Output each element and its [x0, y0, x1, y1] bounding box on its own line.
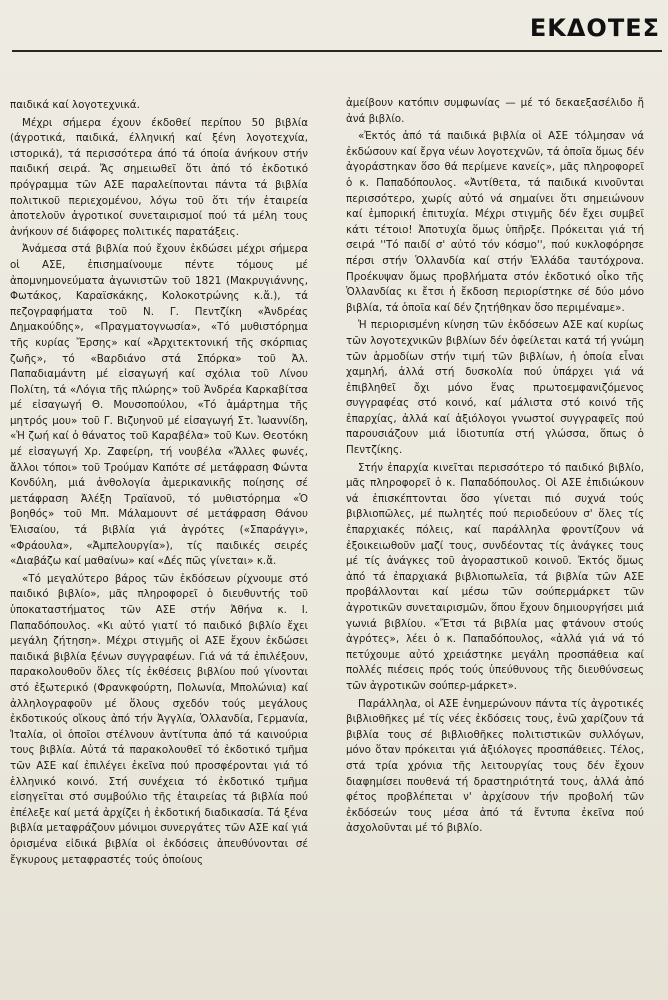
- paragraph: Ἀνάμεσα στά βιβλία πού ἔχουν ἐκδώσει μέχρι σήμερα οἱ ΑΣΕ, ἐπισημαίνουμε πέντε τόμους μέ ἀπομνημονεύματα ἀγωνιστῶν τοῦ 1821 (Μακρυγιάννης, Φωτάκος, Καραϊσκάκης, Κολοκοτρώνης κ.ἄ.), τά πεζογραφήματα τοῦ Ν. Γ. Πεντζίκη «Ἀνδρέας Δημακούδης», «Πραγματογνωσία», «Τό μυθιστόρημα τῆς κυρίας Ἔρσης» καί «Ἀρχιτεκτονική τῆς σκόρπιας ζωῆς», τό «Βαρδιάνο στά Σπόρκα» τοῦ Ἀλ. Παπαδιαμάντη μέ εἰσαγωγή καί σχόλια τοῦ Λίνου Πολίτη, τά «Λόγια τῆς πλώρης» τοῦ Ἀνδρέα Καρκαβίτσα μέ εἰσαγωγή Θ. Μουσοπούλου, «Τό ἁμάρτημα τῆς μητρός μου» τοῦ Γ. Βιζυηνοῦ μέ εἰσαγωγή Στ. Ἰωαννίδη, «Ἡ ζωή καί ὁ θάνατος τοῦ Καραβέλα» τοῦ Κων. Θεοτόκη μέ εἰσαγωγή Χρ. Ζαφείρη, τή νουβέλα «Ἄλλες φωνές, ἄλλοι τόποι» τοῦ Τρούμαν Καπότε σέ μετάφραση Φώντα Κονδύλη, μιά ἀνθολογία ἀμερικανικῆς ποίησης σέ μετάφραση Ἀλέξη Τραϊανοῦ, τό μυθιστόρημα «Ὁ βοηθός» τοῦ Μπ. Μάλαμουντ σέ μετάφραση Θάνου Ἐλισαίου, τά βιβλία γιά ἀγρότες («Σπαράγγι», «Φράουλα», «Ἀμπελουργία»), τίς παιδικές σειρές «Διαβάζω καί μαθαίνω» καί «Δές πῶς γίνεται» κ.ἄ.: [10, 243, 308, 568]
- paragraph: παιδικά καί λογοτεχνικά.: [10, 99, 140, 111]
- paragraph: Στήν ἐπαρχία κινεῖται περισσότερο τό παιδικό βιβλίο, μᾶς πληροφορεῖ ὁ κ. Παπαδόπουλος. Οἱ ΑΣΕ ἐπιδιώκουν νά ἐπισκέπτονται ὅσο γίνεται πιό συχνά τούς βιβλιοπῶλες, μέ πωλητές πού περιοδεύουν σ' ὅλες τίς ἐπαρχιακές πόλεις, καί παράλληλα φροντίζουν νά ἐξοικειωθοῦν μαζί τους, συνδέοντας τίς ἀνάγκες τους μέ τίς ἀνάγκες τοῦ ἀγοραστικοῦ κοινοῦ. Ἐκτός ὅμως ἀπό τά ἐπαρχιακά βιβλιοπωλεῖα, τά βιβλία τῶν ΑΣΕ προβάλλονται καί μέσω τῶν σούπερμάρκετ τῶν ἀγροτικῶν συνεταιρισμῶν, ὅπου ἔχουν δημιουργήσει μιά γωνιά βιβλίου. «Ἔτσι τά βιβλία μας φτάνουν στούς ἀγρότες», λέει ὁ κ. Παπαδόπουλος, «ἀλλά γιά νά τό πετύχουμε αὐτό χρειάστηκε μεγάλη προσπάθεια καί πολλές πιέσεις πρός τούς ὑπεύθυνους τῆς διευθύνσεως τῶν ἀγροτικῶν σούπερ-μάρκετ».: [346, 461, 644, 692]
- section-heading: ΕΚΔΟΤΕΣ: [529, 14, 660, 42]
- header-divider: [12, 50, 662, 52]
- article-column-left: [10, 98, 308, 870]
- paragraph: Ἡ περιορισμένη κίνηση τῶν ἐκδόσεων ΑΣΕ καί κυρίως τῶν λογοτεχνικῶν βιβλίων δέν ὀφείλεται κατά τή γνώμη τῶν ἁρμοδίων στήν τιμή τῶν βιβλίων, ἡ ὁποία εἶναι χαμηλή, ἀλλά στή δυσκολία πού ὑπάρχει γιά νά ἐπιβληθεῖ ὄχι μόνο ἕνας πρωτοεμφανιζόμενος συγγραφέας στό κοινό, καί μάλιστα στό κοινό τῆς ἐπαρχίας, ἀλλά καί ἀξιόλογοι γνωστοί συγγραφεῖς πού παρουσιάζουν μιά ἰδιοτυπία στή γλώσσα, ὅπως ὁ Πεντζίκης.: [346, 319, 644, 457]
- paragraph: Μέχρι σήμερα έχουν έκδοθεί περίπου 50 βιβλία (άγροτικά, παιδικά, έλληνική καί ξένη λογοτεχνία, ιστορικά), τά περισσότερα άπό τά όποία άνήκουν στήν παιδική σειρά. Ἄς σημειωθεῖ ὅτι ἀπό τό ἐκδοτικό πρόγραμμα τῶν ΑΣΕ παραλείπονται πάντα τά βιβλία πολιτικοῦ περιεχομένου, λόγω τοῦ ὅτι τήν ἑταιρεία ἀποτελοῦν ἀγροτικοί συνεταιρισμοί πού τά μέλη τους ἀνήκουν σέ διάφορες πολιτικές παρατάξεις.: [10, 116, 308, 238]
- paragraph: «Τό μεγαλύτερο βάρος τῶν ἐκδόσεων ρίχνουμε στό παιδικό βιβλίο», μᾶς πληροφορεῖ ὁ διευθυντής τοῦ ὑποκαταστήματος τῶν ΑΣΕ στήν Ἀθήνα κ. Ι. Παπαδόπουλος. «Κι αὐτό γιατί τό παιδικό βιβλίο ἔχει μεγάλη ζήτηση». Μέχρι στιγμῆς οἱ ΑΣΕ ἔχουν ἐκδώσει παιδικά βιβλία ξένων συγγραφέων. Γιά νά τά ἐπιλέξουν, παρακολουθοῦν ὅλες τίς ἐκθέσεις βιβλίου πού γίνονται στό ἐξωτερικό (Φρανκφούρτη, Πολωνία, Μπολώνια) καί ἀλληλογραφοῦν μέ ὅλους σχεδόν τούς μεγάλους ἐκδοτικούς οἴκους ἀπό τήν Ἀγγλία, Ὁλλανδία, Γερμανία, Ἰταλία, οἱ ὁποῖοι στέλνουν ἀντίτυπα ἀπό τά καινούρια τους βιβλία. Αὐτά τά παρακολουθεῖ τό ἐκδοτικό τμῆμα τῶν ΑΣΕ καί ἐπιλέγει ἐκεῖνα πού προσφέρονται γιά τό ἑλληνικό κοινό. Στή συνέχεια τό ἐκδοτικό τμῆμα εἰσηγεῖται στό συμβούλιο τῆς ἑταιρείας τά βιβλία πού ἐπέλεξε καί μετά ἀρχίζει ἡ ἐκδοτική διαδικασία. Τά ξένα βιβλία μεταφράζουν μόνιμοι συνεργάτες τῶν ΑΣΕ καί γιά ὁρισμένα εἰδικά βιβλία οἱ ἐκδόσεις ἀπευθύνονται σέ ἔγκυρους μεταφραστές τούς ὁποίους: [10, 572, 308, 866]
- paragraph: «Ἐκτός ἀπό τά παιδικά βιβλία οἱ ΑΣΕ τόλμησαν νά ἐκδώσουν καί ἔργα νέων λογοτεχνῶν, τά ὁποῖα ὅμως δέν ἀγοράστηκαν ὅσο θά περίμενε κανείς», μᾶς πληροφορεῖ ὁ κ. Παπαδόπουλος. «Ἀντίθετα, τά παιδικά κινοῦνται περισσότερο, χωρίς αὐτό νά σημαίνει ὅτι σημειώνουν καί ἐμπορική ἐπιτυχία. Μέχρι στιγμῆς δέν ἔχει συμβεῖ κάτι τέτοιο! Ἀποτυχία ὅμως ὑπῆρξε. Πρόκειται γιά τή σειρά ''Τό παιδί σ' αὐτό τόν κόσμο'', πού κυκλοφόρησε πέρσι στήν Ὁλλανδία καί στήν Ἑλλάδα ταυτόχρονα. Προέκυψαν ὅμως προβλήματα στόν ἐκδοτικό οἶκο τῆς Ὁλλανδίας κι ἔτσι ἡ ἔκδοση περιορίστηκε σέ δύο μόνο βιβλία, τά ὁποῖα καί δέν ζητήθηκαν ὅσο περιμέναμε».: [346, 130, 644, 314]
- paragraph: ἀμείβουν κατόπιν συμφωνίας — μέ τό δεκαεξασέλιδο ἤ ἀνά βιβλίο.: [346, 97, 644, 125]
- article-column-right: [346, 96, 644, 839]
- paragraph: Παράλληλα, οἱ ΑΣΕ ἐνημερώνουν πάντα τίς ἀγροτικές βιβλιοθῆκες μέ τίς νέες ἐκδόσεις τους, ἐνῶ χαρίζουν τά βιβλία τους σέ βιβλιοθῆκες πολιτιστικῶν συλλόγων, μόνο ὅταν πρόκειται γιά ἀξιόλογες προσπάθειες. Τέλος, στά τρία χρόνια τῆς λειτουργίας τους δέν ἔχουν διαφημίσει πουθενά τή δραστηριότητά τους, ἀλλά ἀπό φέτος προβλέπεται ν' ἀρχίσουν τήν προβολή τῶν ἐκδόσεών τους μέσα ἀπό τά ἔντυπα ἐκεῖνα πού ἀσχολοῦνται μέ τό βιβλίο.: [346, 697, 644, 835]
